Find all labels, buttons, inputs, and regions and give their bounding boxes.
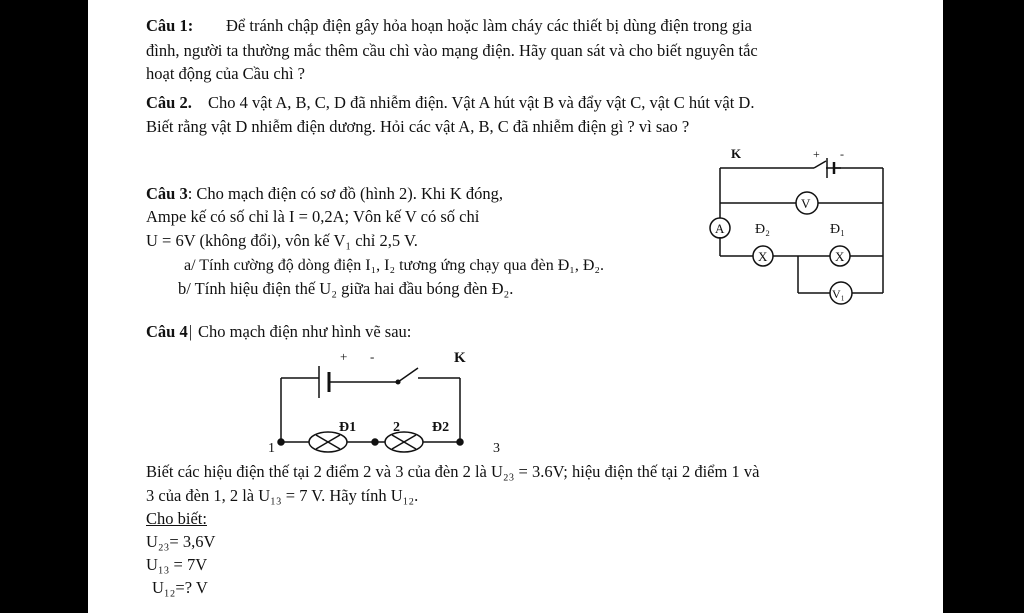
q3-line1: : Cho mạch điện có sơ đồ (hình 2). Khi K đóng, <box>187 184 504 203</box>
q4-given-line1: Biết các hiệu điện thế tại 2 điểm 2 và 3 của đèn 2 là U₂₃ = 3.6V; hiệu điện thế tại 2 điểm 1 và <box>146 462 760 481</box>
q4-label: Câu 4 <box>146 322 188 341</box>
fig2-ammeter-label: A <box>715 221 725 236</box>
fig2-lamp-d2-symbol: X <box>758 249 768 264</box>
fig2-plus-label: + <box>813 147 820 161</box>
q4-given-u13: U₁₃ = 7V <box>146 555 208 574</box>
q3-part-b: b/ Tính hiệu điện thế U₂ giữa hai đầu bóng đèn Đ₂. <box>178 279 514 298</box>
fig2-voltmeter1-label: V₁ <box>832 287 845 301</box>
q3-line3: U = 6V (không đổi), vôn kế V₁ chỉ 2,5 V. <box>146 231 418 250</box>
q1-line2: đình, người ta thường mắc thêm cầu chì vào mạng điện. Hãy quan sát và cho biết nguyên tắc <box>146 41 758 60</box>
switch-k-lever <box>398 368 418 382</box>
fig2-minus-label: - <box>840 147 844 161</box>
fig2-lamp-d1-label: Đ₁ <box>830 222 845 237</box>
point-3-node <box>457 439 463 445</box>
fig4-point3-label: 3 <box>493 441 500 456</box>
point-2-node <box>372 439 378 445</box>
fig4-plus-label: + <box>340 349 348 364</box>
fig2-lamp-d1-symbol: X <box>835 249 845 264</box>
fig4-minus-label: - <box>370 349 375 364</box>
fig2-voltmeter-label: V <box>801 196 811 211</box>
q1-line1: Để tránh chập điện gây hỏa hoạn hoặc làm cháy các thiết bị dùng điện trong gia <box>226 16 752 35</box>
fig2-lamp-d2-label: Đ₂ <box>755 222 770 237</box>
q1-line3: hoạt động của Cầu chì ? <box>146 64 305 83</box>
fig4-point1-label: 1 <box>268 441 275 456</box>
q2-line2: Biết rằng vật D nhiễm điện dương. Hỏi các vật A, B, C đã nhiễm điện gì ? vì sao ? <box>146 117 690 136</box>
q2-line1: Cho 4 vật A, B, C, D đã nhiễm điện. Vật A hút vật B và đẩy vật C, vật C hút vật D. <box>208 93 755 112</box>
q4-given-heading: Cho biết: <box>146 509 207 528</box>
q4-find-u12: U₁₂=? V <box>152 578 208 597</box>
fig4-point2-label: 2 <box>393 420 400 435</box>
q3-line2: Ampe kế có số chỉ là I = 0,2A; Vôn kế V có số chỉ <box>146 207 480 226</box>
fig2-switch-label: K <box>731 146 742 161</box>
q4-given-u23: U₂₃= 3,6V <box>146 532 216 551</box>
q2-label: Câu 2. <box>146 93 192 112</box>
q4-given-line2: 3 của đèn 1, 2 là U₁₃ = 7 V. Hãy tính U₁₂. <box>146 486 419 505</box>
q4-text: Cho mạch điện như hình vẽ sau: <box>198 322 412 341</box>
document-page <box>88 0 943 613</box>
q4-first-line: Câu 4| Cho mạch điện như hình vẽ sau: <box>146 322 412 341</box>
fig4-switch-label: K <box>454 350 466 366</box>
point-1-node <box>278 439 284 445</box>
q3-label: Câu 3 <box>146 184 188 203</box>
circuit-diagram-fig4 <box>88 0 943 613</box>
q3-part-a: a/ Tính cường độ dòng điện I₁, I₂ tương ứng chạy qua đèn Đ₁, Đ₂. <box>184 257 604 274</box>
fig4-lamp2-label: Đ2 <box>432 420 450 435</box>
q1-label: Câu 1: <box>146 16 194 35</box>
fig4-lamp1-label: Đ1 <box>339 420 357 435</box>
